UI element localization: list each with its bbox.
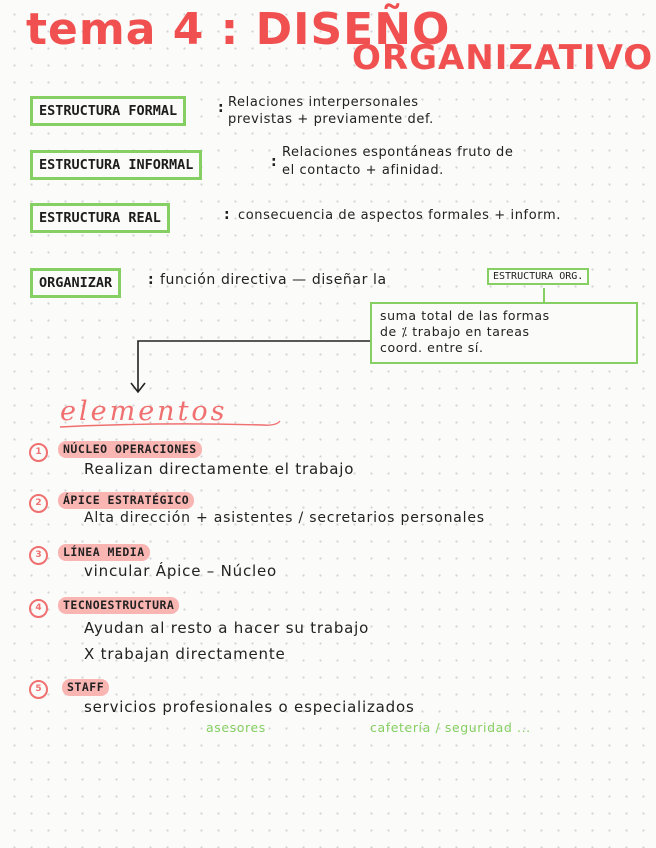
element-desc-4-line2: X trabajan directamente: [84, 645, 286, 663]
arrow-down-icon: [125, 335, 375, 397]
colon: :: [148, 272, 154, 288]
definition-formal-line1: Relaciones interpersonales: [228, 95, 419, 110]
number-badge-4: 4: [29, 599, 48, 618]
term-box-organizar: ORGANIZAR: [30, 268, 121, 298]
term-box-informal: ESTRUCTURA INFORMAL: [30, 150, 202, 180]
colon: :: [224, 207, 230, 223]
element-desc-1: Realizan directamente el trabajo: [84, 460, 355, 478]
element-name-5: STAFF: [62, 679, 109, 696]
element-name-3: LÍNEA MEDIA: [58, 544, 150, 561]
number-badge-3: 3: [29, 546, 48, 565]
organizar-definition: función directiva — diseñar la: [160, 272, 387, 288]
heading-underline: [58, 418, 283, 432]
element-desc-4-line1: Ayudan al resto a hacer su trabajo: [84, 619, 370, 637]
element-desc-3: vincular Ápice – Núcleo: [84, 562, 278, 580]
element-name-1: NÚCLEO OPERACIONES: [58, 441, 202, 458]
definition-real-line1: consecuencia de aspectos formales + inform.: [238, 208, 561, 223]
colon: :: [271, 154, 277, 170]
callout-line2: de ⁒ trabajo en tareas: [380, 324, 530, 339]
boxed-term-estructura-org: ESTRUCTURA ORG.: [487, 268, 589, 285]
number-badge-2: 2: [29, 494, 48, 513]
term-box-formal: ESTRUCTURA FORMAL: [30, 96, 186, 126]
definition-informal-line2: el contacto + afinidad.: [282, 163, 444, 178]
definition-formal-line2: previstas + previamente def.: [228, 112, 434, 127]
number-badge-1: 1: [29, 443, 48, 462]
element-desc-5: servicios profesionales o especializados: [84, 698, 415, 716]
elementos-heading: elementos: [60, 396, 228, 427]
page-title-line1: tema 4 : DISEÑO: [26, 4, 451, 55]
staff-example-asesores: asesores: [206, 720, 266, 735]
number-badge-5: 5: [29, 680, 48, 699]
callout-line3: coord. entre sí.: [380, 340, 484, 355]
staff-example-cafeteria: cafetería / seguridad ...: [370, 720, 531, 735]
element-name-2: ÁPICE ESTRATÉGICO: [58, 492, 194, 509]
colon: :: [218, 100, 224, 116]
callout-line1: suma total de las formas: [380, 308, 550, 323]
element-desc-2: Alta dirección + asistentes / secretarios personales: [84, 510, 485, 526]
term-box-real: ESTRUCTURA REAL: [30, 203, 170, 233]
callout-box: [370, 302, 638, 364]
page-title-line2: ORGANIZATIVO: [352, 38, 654, 78]
element-name-4: TECNOESTRUCTURA: [58, 597, 179, 614]
definition-informal-line1: Relaciones espontáneas fruto de: [282, 145, 514, 160]
